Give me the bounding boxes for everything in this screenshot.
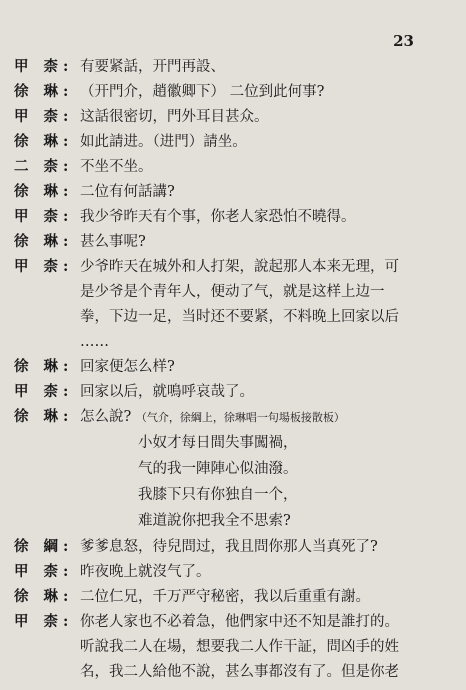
- dialogue-main: 二位仁兄，千万严守秘密，我以后重重有謝。: [80, 589, 370, 605]
- dialogue-text: [80, 256, 448, 278]
- dialogue-line: [14, 406, 448, 429]
- dialogue-main: 少爷昨天在城外和人打架，說起那人本来无理，可: [80, 259, 399, 275]
- continuation-line: 拳，下边一足，当时还不要紧，不料晚上回家以后: [80, 309, 399, 325]
- dialogue-main: 你老人家也不必着急，他們家中还不知是誰打的。: [80, 614, 399, 630]
- continuation-line: 是少爷是个青年人，便动了气，就是这样上边一: [80, 284, 385, 300]
- dialogue-line: [14, 106, 448, 128]
- dialogue-line: [14, 206, 448, 228]
- dialogue-text: [80, 536, 448, 558]
- speaker-name: 甲 柰:: [14, 258, 74, 275]
- continuation-line: ……: [80, 334, 109, 350]
- verse-line: 我膝下只有你独自一个，: [138, 487, 298, 503]
- verse-line: 小奴才每日間失事闖禍，: [138, 435, 298, 451]
- dialogue-text: [80, 406, 448, 429]
- dialogue-main: 有要紧話，开門再設、: [80, 59, 225, 75]
- speaker-name: 徐 琳:: [14, 588, 74, 605]
- verse-line: 气的我一陣陣心似油潑。: [138, 461, 298, 477]
- dialogue-line: [14, 586, 448, 608]
- dialogue-line: [14, 356, 448, 378]
- speaker-name: 甲 柰:: [14, 208, 74, 225]
- dialogue-main: 回家以后，就鳴呼哀哉了。: [80, 384, 254, 400]
- speaker-name: 徐 琳:: [14, 358, 74, 375]
- dialogue-main: 如此請进。（进門）請坐。: [80, 134, 247, 150]
- dialogue-main: 甚么事呢?: [80, 234, 146, 250]
- dialogue-text: [80, 561, 448, 583]
- dialogue-main: 我少爷昨天有个事，你老人家恐怕不曉得。: [80, 209, 356, 225]
- dialogue-line: [14, 536, 448, 558]
- continuation-line: 名，我二人給他不說，甚么事都沒有了。但是你老: [80, 664, 399, 680]
- dialogue-main: 昨夜晚上就沒气了。: [80, 564, 211, 580]
- dialogue-main: 这話很密切，門外耳目甚众。: [80, 109, 269, 125]
- dialogue-main: 爹爹息怒，待兒問过，我且問你那人当真死了?: [80, 539, 378, 555]
- dialogue-text: [80, 586, 448, 608]
- dialogue-main: 二位有何話講?: [80, 184, 175, 200]
- continuation-line: 听說我二人在場，想要我二人作干証，問凶手的姓: [80, 639, 399, 655]
- speaker-name: 徐 琳:: [14, 233, 74, 250]
- dialogue-main: 怎么說?: [80, 409, 132, 425]
- speaker-name: 徐 琳:: [14, 83, 74, 100]
- dialogue-text: [80, 611, 448, 633]
- dialogue-line: [14, 131, 448, 153]
- speaker-name: 甲 柰:: [14, 563, 74, 580]
- dialogue-main: （开門介，趙徽卿下） 二位到此何事?: [80, 84, 325, 100]
- speaker-name: 甲 柰:: [14, 108, 74, 125]
- speaker-name: 徐 琳:: [14, 408, 74, 425]
- dialogue-text: [80, 381, 448, 403]
- speaker-name: 徐 琳:: [14, 133, 74, 150]
- dialogue-line: [14, 81, 448, 103]
- dialogue-main: 不坐不坐。: [80, 159, 153, 175]
- speaker-name: 甲 柰:: [14, 58, 74, 75]
- speaker-name: 甲 柰:: [14, 383, 74, 400]
- dialogue-text: [80, 156, 448, 178]
- dialogue-line: [14, 181, 448, 203]
- dialogue-text: [80, 81, 448, 103]
- dialogue-text: [80, 231, 448, 253]
- speaker-name: 二 柰:: [14, 158, 74, 175]
- dialogue-text: [80, 56, 448, 78]
- dialogue-line: [14, 561, 448, 583]
- dialogue-line: [14, 611, 448, 633]
- dialogue-text: [80, 106, 448, 128]
- page-number: 23: [393, 32, 414, 50]
- dialogue-line: [14, 231, 448, 253]
- dialogue-line: [14, 381, 448, 403]
- dialogue-text: [80, 131, 448, 153]
- speaker-name: 徐 綱:: [14, 538, 74, 555]
- dialogue-text: [80, 206, 448, 228]
- stage-direction: （气介，徐綱上，徐琳唱一句場板接散板）: [135, 411, 345, 424]
- speaker-name: 甲 柰:: [14, 613, 74, 630]
- dialogue-line: [14, 256, 448, 278]
- dialogue-line: [14, 56, 448, 78]
- script-lines: [14, 56, 448, 686]
- verse-line: 难道說你把我全不思索?: [138, 513, 291, 529]
- dialogue-line: [14, 156, 448, 178]
- dialogue-text: [80, 356, 448, 378]
- speaker-name: 徐 琳:: [14, 183, 74, 200]
- dialogue-text: [80, 181, 448, 203]
- dialogue-main: 回家便怎么样?: [80, 359, 175, 375]
